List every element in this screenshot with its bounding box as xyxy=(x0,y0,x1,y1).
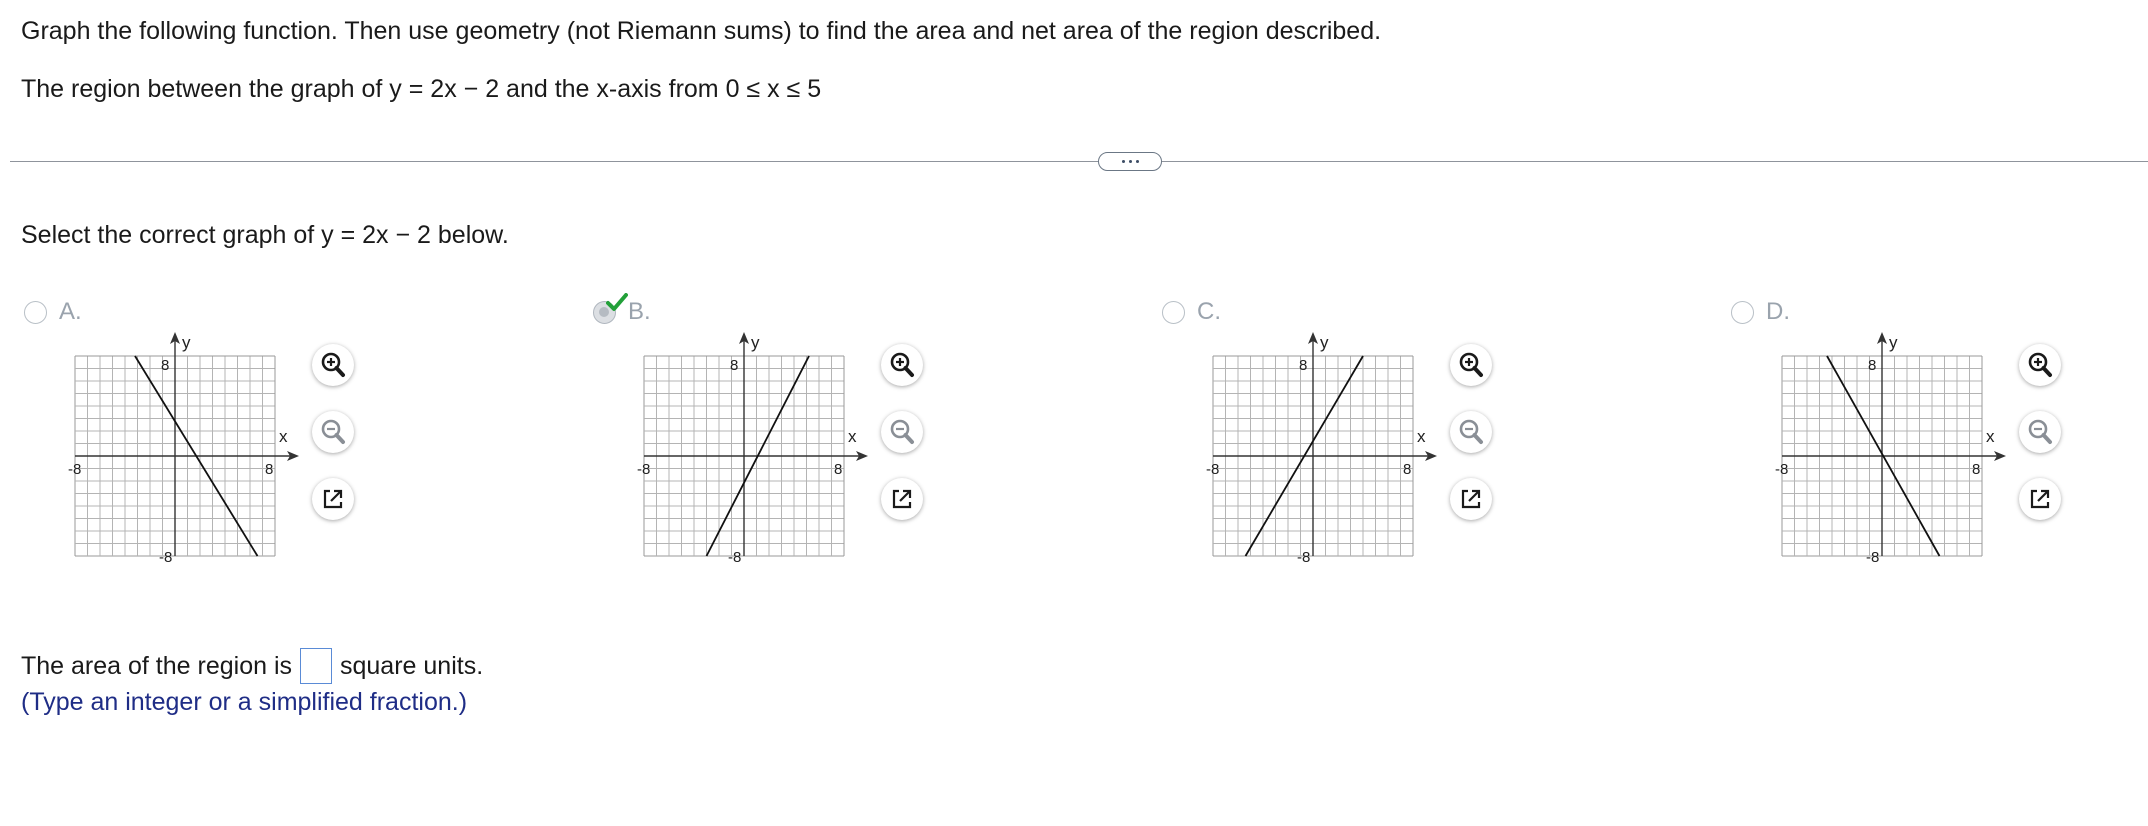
radio-option-c[interactable] xyxy=(1162,301,1185,324)
zoom-out-icon xyxy=(1456,417,1486,447)
zoom-out-button[interactable] xyxy=(881,411,923,453)
tick-label-y-max: 8 xyxy=(730,357,739,374)
zoom-in-button[interactable] xyxy=(2019,344,2061,386)
open-new-window-icon xyxy=(1456,484,1486,514)
zoom-out-button[interactable] xyxy=(1450,411,1492,453)
tick-label-x-min: -8 xyxy=(1206,461,1220,478)
zoom-in-button[interactable] xyxy=(312,344,354,386)
x-axis-label: x xyxy=(279,427,288,446)
graph-option-b[interactable] xyxy=(624,333,864,576)
area-prefix: The area of the region is xyxy=(21,651,292,680)
option-a-label: A. xyxy=(59,298,82,325)
option-b[interactable] xyxy=(593,298,651,326)
tick-label-y-min: -8 xyxy=(159,549,173,566)
tick-label-y-min: -8 xyxy=(1866,549,1880,566)
zoom-in-icon xyxy=(2025,350,2055,380)
tick-label-x-max: 8 xyxy=(265,461,274,478)
tick-label-x-min: -8 xyxy=(1775,461,1789,478)
zoom-out-button[interactable] xyxy=(2019,411,2061,453)
y-axis-label: y xyxy=(182,333,191,352)
zoom-in-icon xyxy=(887,350,917,380)
dot-icon xyxy=(1136,160,1139,163)
zoom-out-button[interactable] xyxy=(312,411,354,453)
open-new-window-button[interactable] xyxy=(312,478,354,520)
tick-label-x-max: 8 xyxy=(1972,461,1981,478)
option-c[interactable] xyxy=(1162,298,1221,326)
select-prompt: Select the correct graph of y = 2x − 2 below. xyxy=(21,221,509,249)
question-region: The region between the graph of y = 2x − 2 and the x-axis from 0 ≤ x ≤ 5 xyxy=(21,75,822,103)
tick-label-x-min: -8 xyxy=(637,461,651,478)
zoom-in-button[interactable] xyxy=(881,344,923,386)
open-new-window-button[interactable] xyxy=(2019,478,2061,520)
more-button[interactable] xyxy=(1098,152,1162,171)
zoom-in-button[interactable] xyxy=(1450,344,1492,386)
tick-label-y-max: 8 xyxy=(1299,357,1308,374)
x-axis-label: x xyxy=(848,427,857,446)
open-new-window-button[interactable] xyxy=(881,478,923,520)
tick-label-y-max: 8 xyxy=(1868,357,1877,374)
zoom-out-icon xyxy=(887,417,917,447)
area-input[interactable] xyxy=(300,648,332,684)
y-axis-label: y xyxy=(751,333,760,352)
y-axis-label: y xyxy=(1320,333,1329,352)
checkmark-icon xyxy=(606,293,628,313)
tick-label-x-max: 8 xyxy=(1403,461,1412,478)
dot-icon xyxy=(1129,160,1132,163)
answer-hint: (Type an integer or a simplified fraction.) xyxy=(21,688,468,716)
open-new-window-button[interactable] xyxy=(1450,478,1492,520)
x-axis-label: x xyxy=(1986,427,1995,446)
zoom-out-icon xyxy=(2025,417,2055,447)
tick-label-x-min: -8 xyxy=(68,461,82,478)
option-c-label: C. xyxy=(1197,298,1221,325)
x-axis-label: x xyxy=(1417,427,1426,446)
question-instruction: Graph the following function. Then use geometry (not Riemann sums) to find the area and net area of the region described. xyxy=(21,17,1382,45)
zoom-in-icon xyxy=(1456,350,1486,380)
graph-option-d[interactable] xyxy=(1762,333,2002,576)
zoom-out-icon xyxy=(318,417,348,447)
graph-option-a[interactable] xyxy=(55,333,295,576)
option-d-label: D. xyxy=(1766,298,1790,325)
open-new-window-icon xyxy=(2025,484,2055,514)
graph-option-c[interactable] xyxy=(1193,333,1433,576)
option-b-label: B. xyxy=(628,298,651,325)
area-suffix: square units. xyxy=(340,651,484,680)
option-d[interactable] xyxy=(1731,298,1790,326)
zoom-in-icon xyxy=(318,350,348,380)
dot-icon xyxy=(1122,160,1125,163)
tick-label-x-max: 8 xyxy=(834,461,843,478)
area-answer-line xyxy=(21,648,483,684)
radio-option-b[interactable] xyxy=(593,301,616,324)
divider xyxy=(10,161,2148,162)
y-axis-label: y xyxy=(1889,333,1898,352)
radio-option-d[interactable] xyxy=(1731,301,1754,324)
radio-option-a[interactable] xyxy=(24,301,47,324)
open-new-window-icon xyxy=(318,484,348,514)
open-new-window-icon xyxy=(887,484,917,514)
tick-label-y-min: -8 xyxy=(728,549,742,566)
tick-label-y-max: 8 xyxy=(161,357,170,374)
tick-label-y-min: -8 xyxy=(1297,549,1311,566)
option-a[interactable] xyxy=(24,298,82,326)
